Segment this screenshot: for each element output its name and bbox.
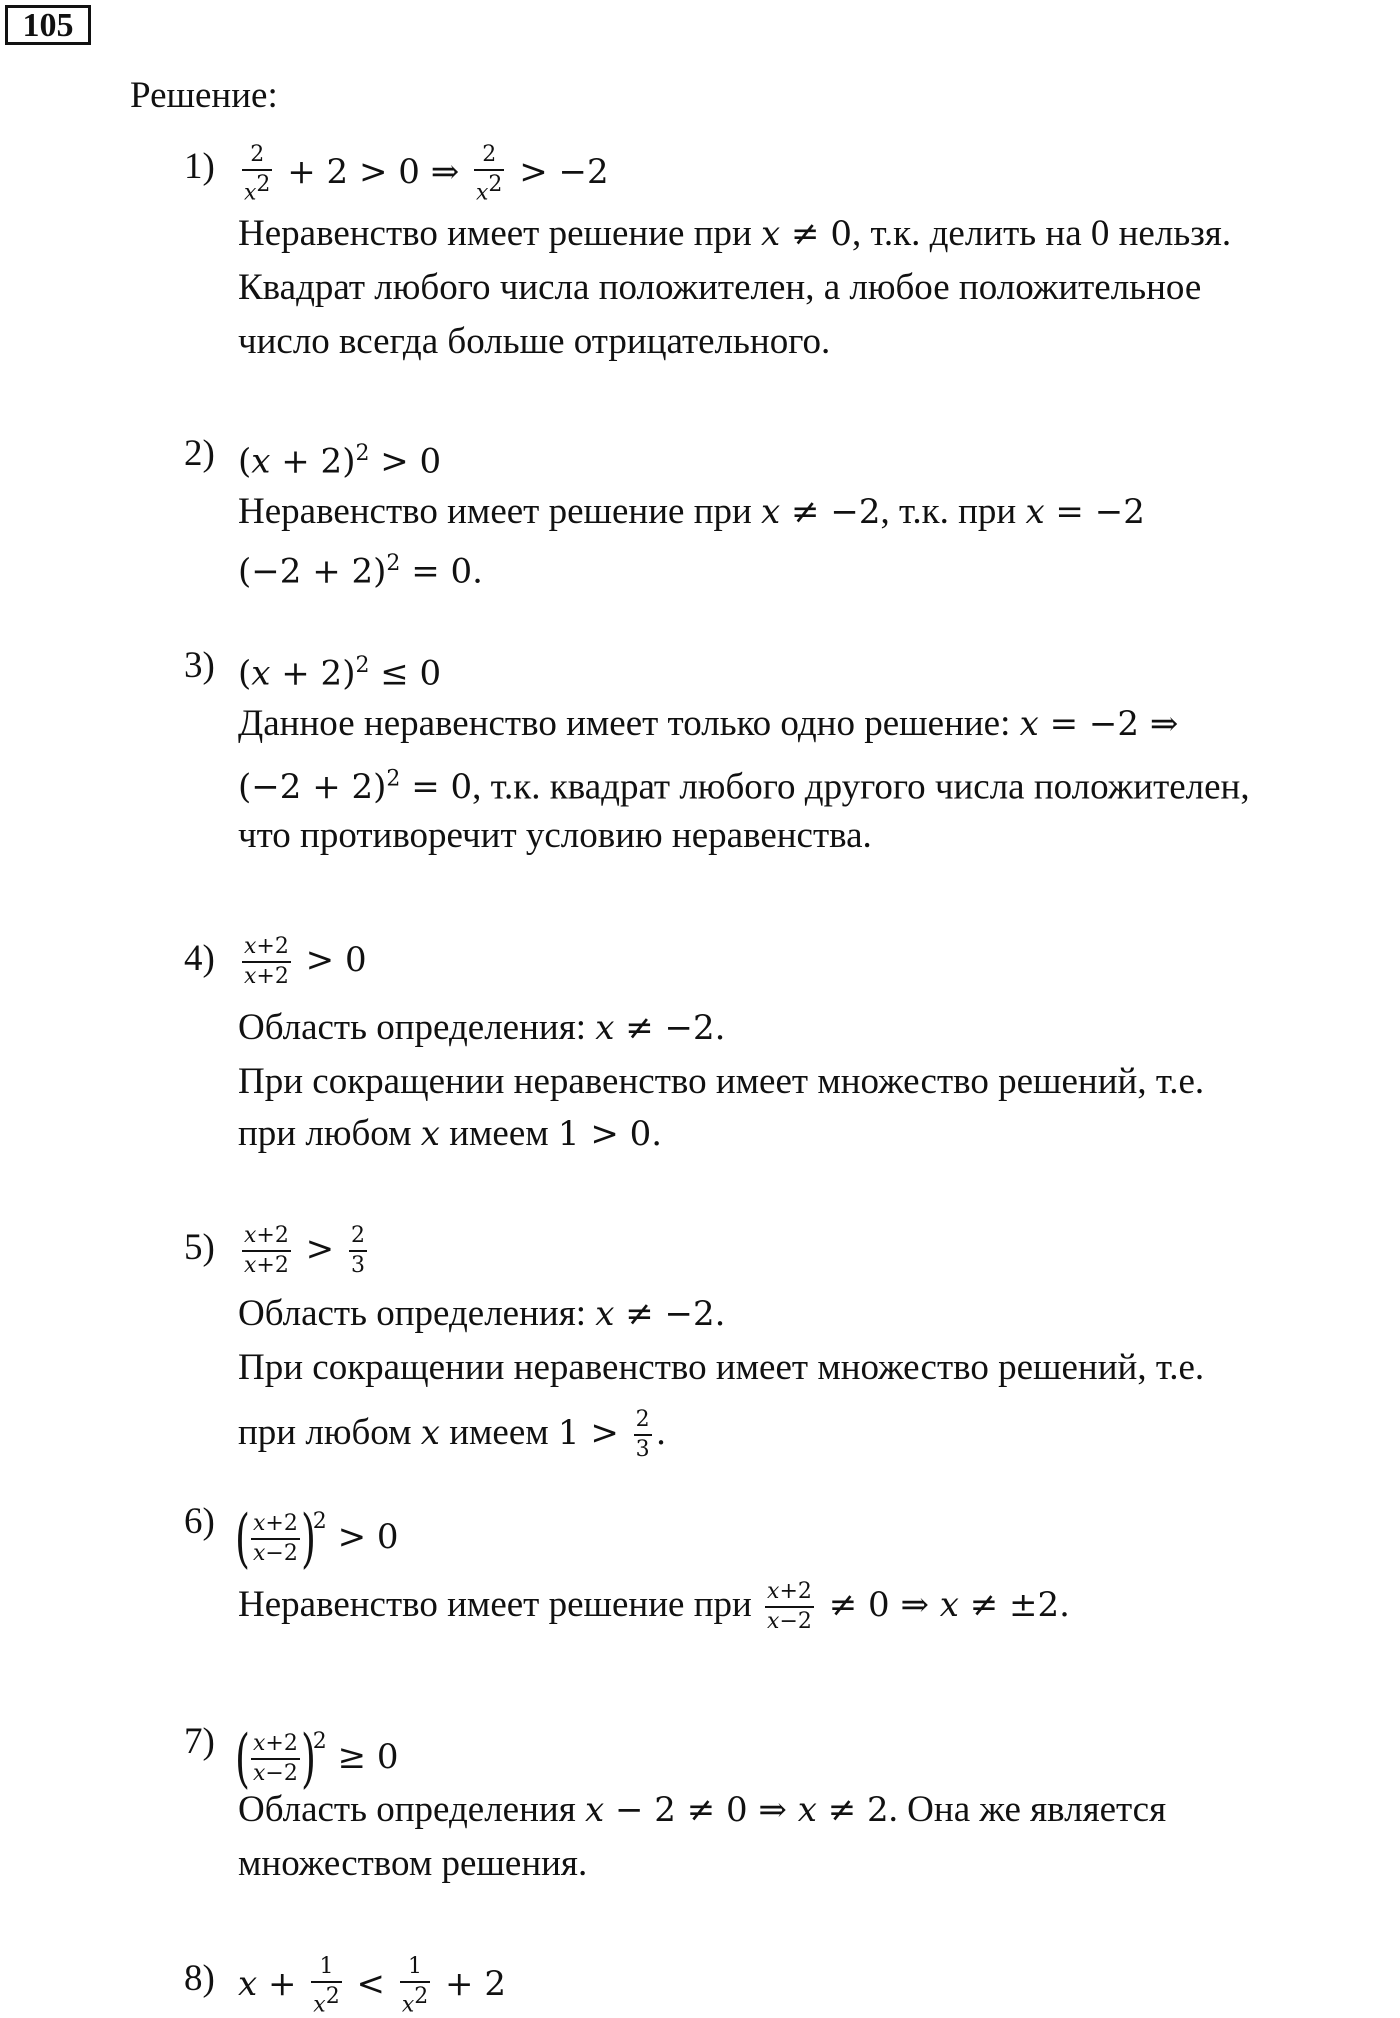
item-2-formula: $(x + 2)^2 > 0$ bbox=[238, 441, 442, 482]
item-3-line-3: что противоречит условию неравенства. bbox=[238, 815, 872, 856]
item-6-formula: ( $\frac{x+2}{x-2}$ )$^2$ > 0 bbox=[234, 1501, 399, 1576]
item-2-line-1: Неравенство имеет решение при x ≠ −2, т.к. при x = −2 bbox=[238, 491, 1145, 532]
item-2-line-2: $(-2 + 2)^2 = 0$. bbox=[238, 551, 483, 592]
item-number-6: 6) bbox=[184, 1501, 215, 1542]
solution-heading: Решение: bbox=[130, 75, 278, 116]
item-1-line-1: Неравенство имеет решение при x ≠ 0, т.к. делить на 0 нельзя. bbox=[238, 213, 1232, 254]
item-number-8: 8) bbox=[184, 1958, 215, 1999]
item-6-line-1: Неравенство имеет решение при $\frac{x+2}{x-2}$ ≠ 0 ⇒ x ≠ ±2. bbox=[238, 1579, 1070, 1634]
item-5-formula: $\frac{x+2}{x+2}$ > $\frac{2}{3}$ bbox=[244, 1223, 365, 1278]
item-7-line-2: множеством решения. bbox=[238, 1843, 588, 1884]
item-5-line-3: при любом x имеем 1 > $\frac{2}{3}$ . bbox=[238, 1407, 667, 1462]
item-3-line-1: Данное неравенство имеет только одно решение: x = −2 ⇒ bbox=[238, 703, 1179, 744]
problem-number-badge: 105 bbox=[5, 5, 91, 45]
item-number-1: 1) bbox=[184, 146, 215, 187]
item-4-line-2: При сокращении неравенство имеет множество решений, т.е. bbox=[238, 1061, 1205, 1102]
item-3-formula: $(x + 2)^2 \le 0$ bbox=[238, 653, 442, 694]
item-number-3: 3) bbox=[184, 645, 215, 686]
item-1-line-3: число всегда больше отрицательного. bbox=[238, 321, 831, 362]
item-7-formula: ( $\frac{x+2}{x-2}$ )$^2$ ≥ 0 bbox=[234, 1721, 399, 1796]
item-1-formula: $\frac{2}{x^2}$ + 2 > 0 ⇒ $\frac{2}{x^2}$ > −2 bbox=[244, 142, 609, 206]
item-5-line-2: При сокращении неравенство имеет множество решений, т.е. bbox=[238, 1347, 1205, 1388]
item-number-7: 7) bbox=[184, 1721, 215, 1762]
item-4-line-1: Область определения: x ≠ −2. bbox=[238, 1007, 726, 1048]
item-number-2: 2) bbox=[184, 433, 215, 474]
item-5-line-1: Область определения: x ≠ −2. bbox=[238, 1293, 726, 1334]
item-4-line-3: при любом x имеем 1 > 0. bbox=[238, 1113, 663, 1154]
item-4-formula: $\frac{x+2}{x+2}$ > 0 bbox=[244, 934, 367, 989]
item-number-4: 4) bbox=[184, 938, 215, 979]
item-7-line-1: Область определения x − 2 ≠ 0 ⇒ x ≠ 2. Она же является bbox=[238, 1789, 1167, 1830]
item-1-line-2: Квадрат любого числа положителен, а любое положительное bbox=[238, 267, 1202, 308]
item-8-formula: x + $\frac{1}{x^2}$ < $\frac{1}{x^2}$ + 2 bbox=[238, 1954, 506, 2018]
item-number-5: 5) bbox=[184, 1227, 215, 1268]
item-3-line-2: $(-2 + 2)^2 = 0$, т.к. квадрат любого другого числа положителен, bbox=[238, 766, 1250, 808]
